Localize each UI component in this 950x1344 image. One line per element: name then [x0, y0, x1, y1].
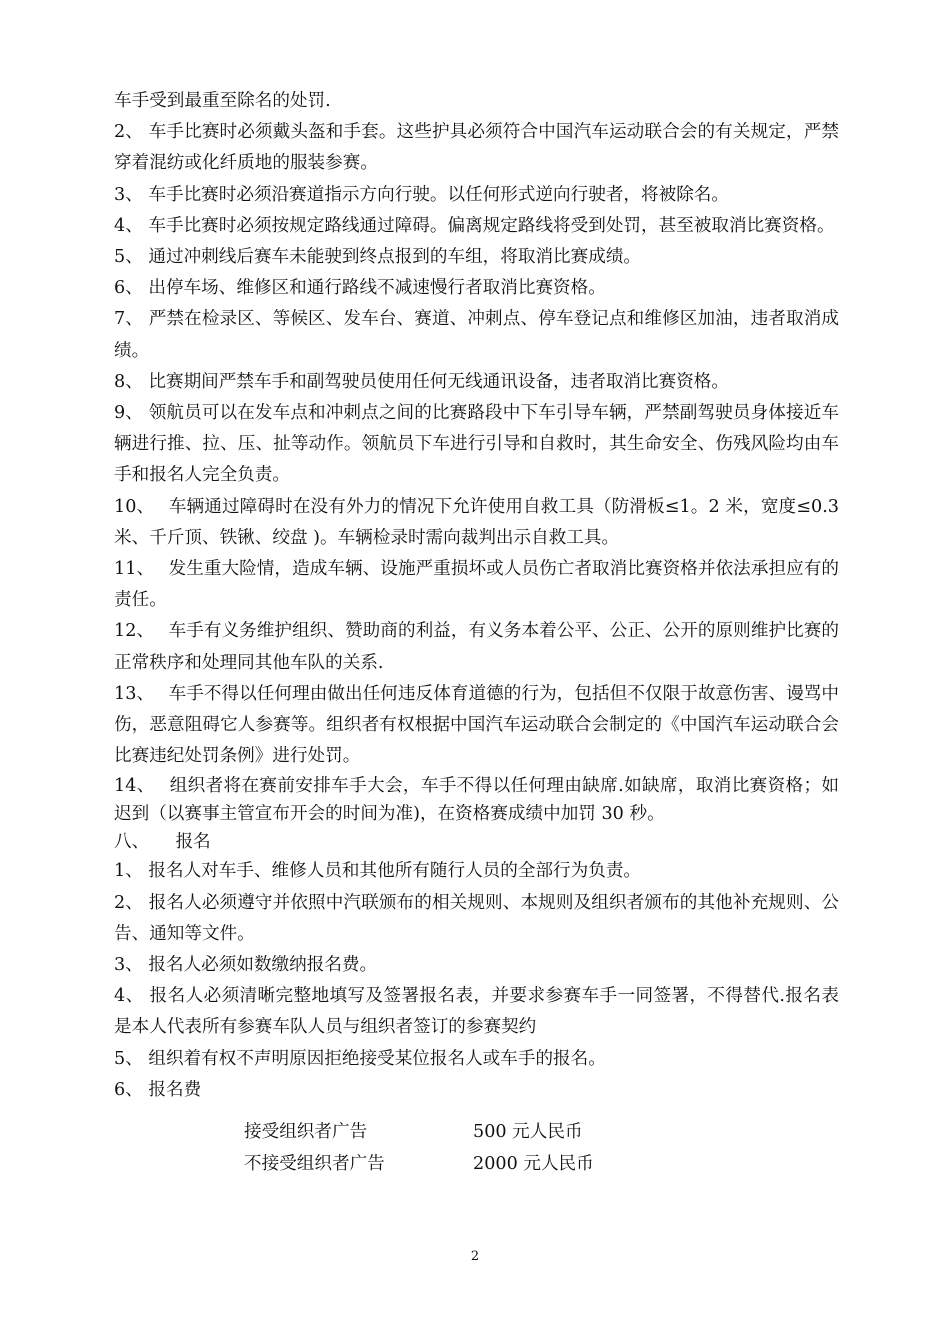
paragraph: 14、 组织者将在赛前安排车手大会，车手不得以任何理由缺席.如缺席，取消比赛资格；如迟到（以赛事主管宣布开会的时间为准)，在资格赛成绩中加罚 30 秒。 — [114, 776, 839, 825]
paragraph: 3、 车手比赛时必须沿赛道指示方向行驶。以任何形式逆向行驶者，将被除名。 — [114, 184, 729, 205]
paragraph: 车手受到最重至除名的处罚. — [114, 91, 331, 111]
paragraph: 6、 报名费 — [114, 1079, 202, 1100]
paragraph: 2、 报名人必须遵守并依照中汽联颁布的相关规则、本规则及组织者颁布的其他补充规则、公告、通知等文件。 — [114, 892, 839, 944]
paragraph: 11、 发生重大险情，造成车辆、设施严重损坏或人员伤亡者取消比赛资格并依法承担应有的责任。 — [114, 559, 839, 611]
paragraph: 5、 组织着有权不声明原因拒绝接受某位报名人或车手的报名。 — [114, 1048, 606, 1069]
paragraph: 1、 报名人对车手、维修人员和其他所有随行人员的全部行为负责。 — [114, 861, 642, 882]
fee-amount: 2000 元人民币 — [473, 1154, 594, 1175]
paragraph: 4、 车手比赛时必须按规定路线通过障碍。偏离规定路线将受到处罚，甚至被取消比赛资格。 — [114, 215, 835, 236]
paragraph: 13、 车手不得以任何理由做出任何违反体育道德的行为，包括但不仅限于故意伤害、谩骂中伤，恶意阻碍它人参赛等。组织者有权根据中国汽车运动联合会制定的《中国汽车运动联合会比赛违纪处罚条例》进行处罚。 — [114, 683, 839, 767]
paragraph: 6、 出停车场、维修区和通行路线不减速慢行者取消比赛资格。 — [114, 278, 606, 299]
paragraph: 4、 报名人必须清晰完整地填写及签署报名表，并要求参赛车手一同签署，不得替代.报名表是本人代表所有参赛车队人员与组织者签订的参赛契约 — [114, 986, 839, 1038]
paragraph: 7、 严禁在检录区、等候区、发车台、赛道、冲刺点、停车登记点和维修区加油，违者取消成绩。 — [114, 309, 839, 361]
page-number: 2 — [470, 1249, 480, 1264]
paragraph: 12、 车手有义务维护组织、赞助商的利益，有义务本着公平、公正、公开的原则维护比赛的正常秩序和处理同其他车队的关系. — [114, 621, 839, 673]
fee-row — [114, 1148, 839, 1180]
paragraph: 8、 比赛期间严禁车手和副驾驶员使用任何无线通讯设备，违者取消比赛资格。 — [114, 371, 729, 392]
fee-label: 接受组织者广告 — [244, 1122, 368, 1143]
fee-amount: 500 元人民币 — [473, 1122, 583, 1143]
fee-label: 不接受组织者广告 — [244, 1154, 385, 1175]
paragraph: 2、 车手比赛时必须戴头盔和手套。这些护具必须符合中国汽车运动联合会的有关规定，严禁穿着混纺或化纤质地的服装参赛。 — [114, 122, 839, 174]
fee-table — [114, 1116, 839, 1180]
document-body — [114, 86, 839, 1180]
paragraph: 10、 车辆通过障碍时在没有外力的情况下允许使用自救工具（防滑板≤1。2 米，宽度≤0.3 米、千斤顶、铁锹、绞盘 )。车辆检录时需向裁判出示自救工具。 — [114, 496, 839, 548]
paragraph: 3、 报名人必须如数缴纳报名费。 — [114, 955, 378, 976]
fee-row — [114, 1116, 839, 1148]
section-heading: 八、 报名 — [114, 832, 211, 853]
paragraph: 5、 通过冲刺线后赛车未能驶到终点报到的车组，将取消比赛成绩。 — [114, 247, 642, 268]
paragraph: 9、 领航员可以在发车点和冲刺点之间的比赛路段中下车引导车辆，严禁副驾驶员身体接近车辆进行推、拉、压、扯等动作。领航员下车进行引导和自救时，其生命安全、伤残风险均由车手和报名人完全负责。 — [114, 403, 839, 486]
